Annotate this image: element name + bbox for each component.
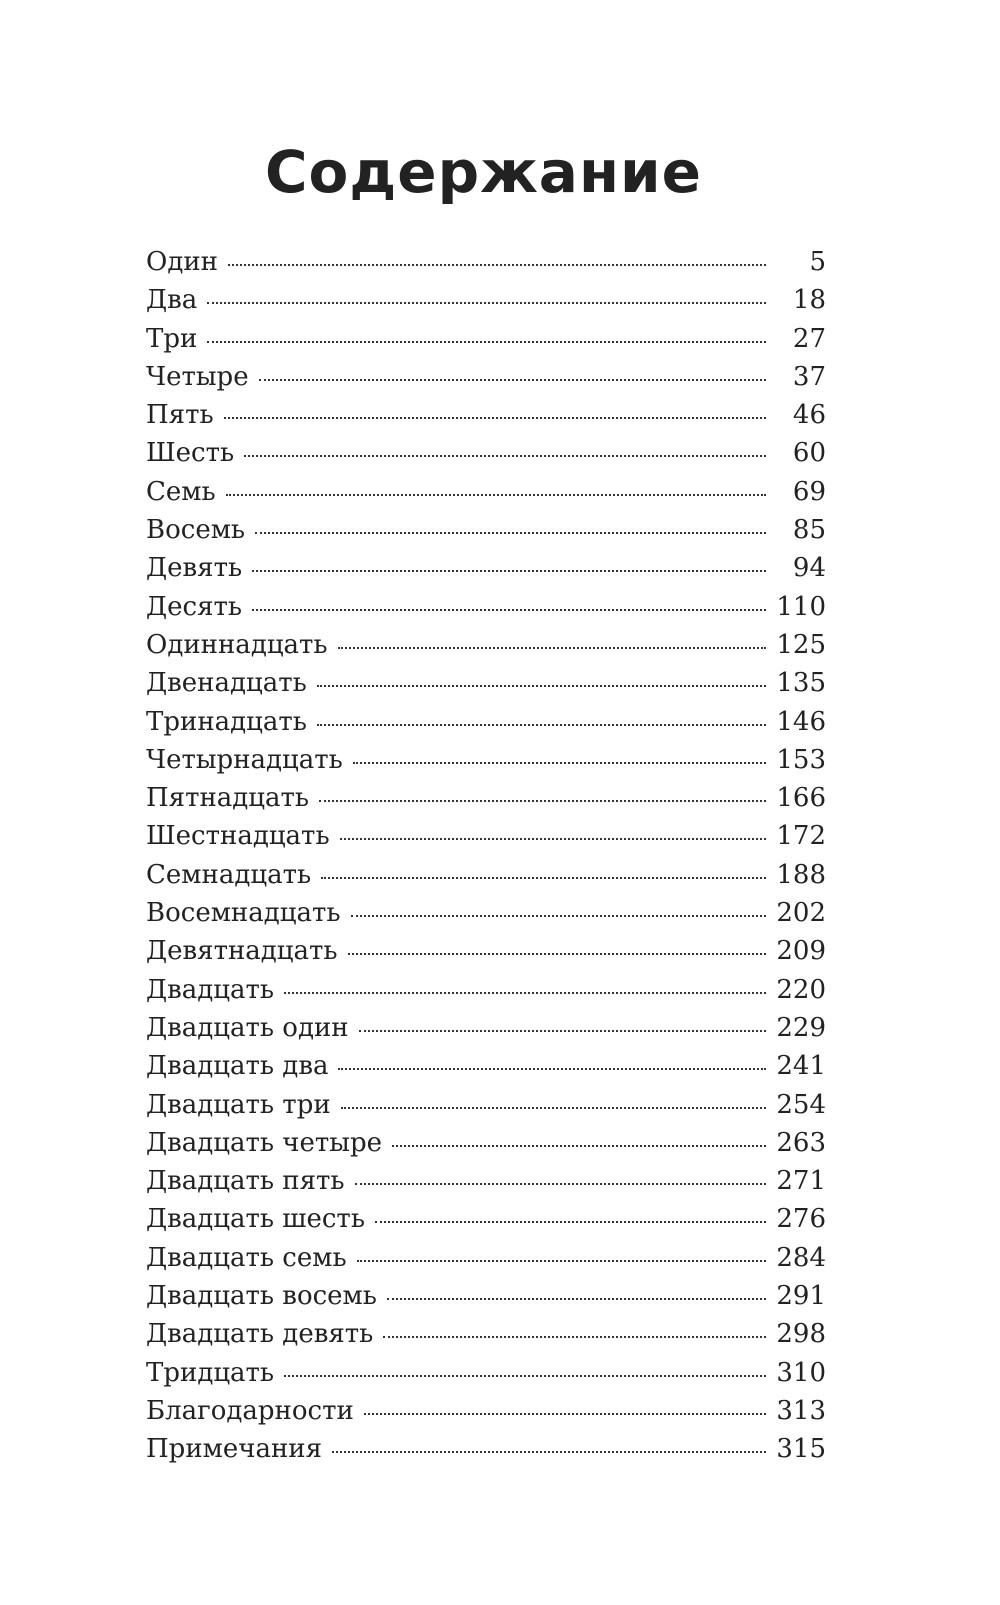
toc-entry-page-number: 188 <box>776 859 826 890</box>
toc-entry <box>146 247 826 285</box>
toc-entry-label: Четыре <box>146 361 249 392</box>
toc-entry-label: Девятнадцать <box>146 936 338 967</box>
dot-leader <box>392 1145 766 1147</box>
toc-entry <box>146 1434 826 1472</box>
dot-leader <box>252 570 766 572</box>
dot-leader <box>284 1375 766 1377</box>
toc-entry-label: Один <box>146 247 218 277</box>
toc-entry <box>146 553 826 591</box>
toc-entry-label: Двадцать четыре <box>146 1127 382 1158</box>
toc-entry-label: Четырнадцать <box>146 744 343 775</box>
dot-leader <box>338 647 766 649</box>
toc-entry-page-number: 271 <box>776 1166 826 1197</box>
toc-entry-label: Семнадцать <box>146 859 312 890</box>
toc-entry-label: Примечания <box>146 1434 323 1465</box>
dot-leader <box>338 1068 766 1070</box>
toc-entry-label: Двенадцать <box>146 668 307 699</box>
toc-entry-page-number: 172 <box>776 821 826 852</box>
toc-entry-page-number: 153 <box>776 744 826 775</box>
toc-entry-label: Пятнадцать <box>146 783 310 814</box>
dot-leader <box>207 302 766 304</box>
toc-entry-page-number: 60 <box>792 438 826 469</box>
dot-leader <box>259 379 766 381</box>
toc-entry-page-number: 291 <box>776 1281 826 1312</box>
toc-entry-page-number: 166 <box>776 783 826 814</box>
toc-entry-page-number: 37 <box>792 361 826 392</box>
toc-entry-page-number: 135 <box>776 668 826 699</box>
toc-entry <box>146 630 826 668</box>
toc-entry <box>146 936 826 974</box>
toc-entry <box>146 1358 826 1396</box>
toc-entry <box>146 362 826 400</box>
toc-entry-label: Двадцать один <box>146 1012 349 1043</box>
dot-leader <box>348 953 766 955</box>
dot-leader <box>252 609 766 611</box>
toc-entry-page-number: 315 <box>776 1434 826 1465</box>
toc-entry <box>146 975 826 1013</box>
toc-entry-page-number: 276 <box>776 1204 826 1235</box>
toc-entry-label: Шесть <box>146 438 235 469</box>
toc-entry <box>146 860 826 898</box>
toc-entry-page-number: 125 <box>776 629 826 660</box>
toc-entry-label: Двадцать <box>146 974 275 1005</box>
toc-entry-page-number: 146 <box>776 706 826 737</box>
toc-entry <box>146 285 826 323</box>
toc-entry-label: Семь <box>146 476 216 507</box>
toc-entry-page-number: 263 <box>776 1127 826 1158</box>
toc-entry-page-number: 18 <box>792 285 826 316</box>
toc-entry-label: Двадцать девять <box>146 1319 374 1350</box>
toc-entry-label: Одиннадцать <box>146 629 328 660</box>
page-title: Содержание <box>264 138 702 206</box>
toc-entry-label: Три <box>146 323 198 354</box>
toc-entry <box>146 324 826 362</box>
toc-entry-page-number: 284 <box>776 1242 826 1273</box>
toc-entry-label: Двадцать два <box>146 1051 329 1082</box>
toc-entry-label: Десять <box>146 591 243 622</box>
toc-entry-page-number: 46 <box>792 400 826 431</box>
toc-entry-label: Тринадцать <box>146 706 307 737</box>
toc-entry <box>146 668 826 706</box>
dot-leader <box>284 992 766 994</box>
toc-entry <box>146 400 826 438</box>
toc-entry <box>146 1319 826 1357</box>
dot-leader <box>351 915 766 917</box>
dot-leader <box>387 1298 766 1300</box>
toc-entry <box>146 1166 826 1204</box>
dot-leader <box>224 417 766 419</box>
dot-leader <box>359 1030 766 1032</box>
toc-entry-label: Двадцать восемь <box>146 1281 377 1312</box>
toc-entry-label: Двадцать три <box>146 1089 331 1120</box>
toc-entry <box>146 1128 826 1166</box>
toc-entry <box>146 515 826 553</box>
toc-entry-page-number: 27 <box>792 323 826 354</box>
toc-entry <box>146 783 826 821</box>
table-of-contents <box>146 247 826 1473</box>
toc-entry-page-number: 298 <box>776 1319 826 1350</box>
dot-leader <box>319 800 766 802</box>
dot-leader <box>228 264 766 266</box>
toc-entry-page-number: 209 <box>776 936 826 967</box>
toc-entry-page-number: 5 <box>809 247 826 277</box>
dot-leader <box>321 877 766 879</box>
toc-entry <box>146 1281 826 1319</box>
dot-leader <box>340 838 766 840</box>
toc-entry <box>146 707 826 745</box>
toc-entry-page-number: 85 <box>792 515 826 546</box>
toc-entry-page-number: 241 <box>776 1051 826 1082</box>
toc-entry-page-number: 202 <box>776 898 826 929</box>
toc-entry-label: Благодарности <box>146 1395 354 1426</box>
toc-entry-label: Два <box>146 285 198 316</box>
toc-entry-label: Восемнадцать <box>146 898 341 929</box>
toc-entry <box>146 898 826 936</box>
dot-leader <box>375 1221 766 1223</box>
toc-entry-page-number: 220 <box>776 974 826 1005</box>
toc-entry-page-number: 94 <box>792 553 826 584</box>
toc-entry-label: Тридцать <box>146 1357 275 1388</box>
dot-leader <box>357 1260 766 1262</box>
dot-leader <box>317 685 766 687</box>
toc-entry <box>146 1013 826 1051</box>
toc-entry-label: Двадцать шесть <box>146 1204 365 1235</box>
toc-entry-page-number: 254 <box>776 1089 826 1120</box>
toc-entry-label: Двадцать пять <box>146 1166 345 1197</box>
dot-leader <box>255 532 766 534</box>
toc-entry <box>146 592 826 630</box>
dot-leader <box>364 1413 766 1415</box>
toc-entry-page-number: 310 <box>776 1357 826 1388</box>
toc-entry-page-number: 69 <box>792 476 826 507</box>
toc-entry <box>146 438 826 476</box>
toc-entry <box>146 1051 826 1089</box>
toc-entry-page-number: 313 <box>776 1395 826 1426</box>
dot-leader <box>317 724 766 726</box>
toc-entry-page-number: 229 <box>776 1012 826 1043</box>
dot-leader <box>353 762 766 764</box>
toc-entry <box>146 745 826 783</box>
dot-leader <box>244 455 766 457</box>
toc-entry <box>146 477 826 515</box>
toc-entry <box>146 1396 826 1434</box>
toc-entry-label: Пять <box>146 400 214 431</box>
dot-leader <box>207 341 766 343</box>
dot-leader <box>341 1107 766 1109</box>
toc-entry-label: Шестнадцать <box>146 821 330 852</box>
toc-entry <box>146 1090 826 1128</box>
toc-entry-label: Двадцать семь <box>146 1242 347 1273</box>
toc-entry <box>146 821 826 859</box>
dot-leader <box>355 1183 766 1185</box>
dot-leader <box>226 494 766 496</box>
dot-leader <box>332 1451 766 1453</box>
dot-leader <box>383 1336 766 1338</box>
toc-entry <box>146 1243 826 1281</box>
toc-entry-page-number: 110 <box>776 591 826 622</box>
toc-entry-label: Девять <box>146 553 243 584</box>
toc-entry <box>146 1204 826 1242</box>
toc-entry-label: Восемь <box>146 515 246 546</box>
